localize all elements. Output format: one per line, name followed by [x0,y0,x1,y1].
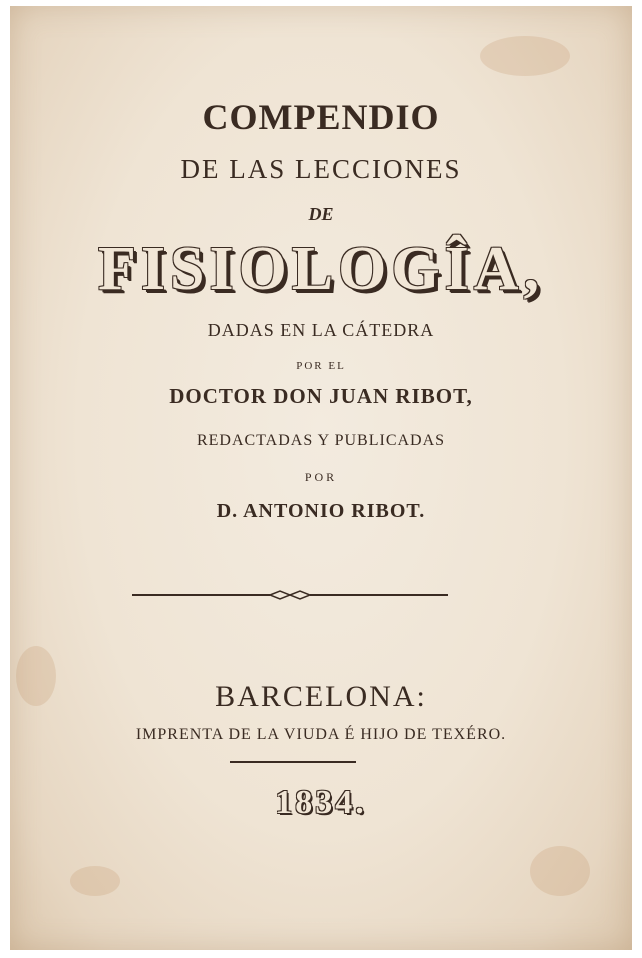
subtitle-por-el: POR EL [296,360,346,372]
paper-stain [530,846,590,896]
subtitle-por: POR [304,470,338,484]
title-fisiologia: FISIOLOGÎA, [97,235,545,303]
short-rule [228,758,358,766]
author-doctor: DOCTOR DON JUAN RIBOT, [169,384,473,408]
title-de: DE [308,204,334,224]
subtitle-redactadas: REDACTADAS Y PUBLICADAS [196,432,446,449]
subtitle-dadas: DADAS EN LA CÁTEDRA [207,320,435,340]
paper-stain [480,36,570,76]
book-title-page [10,6,632,950]
imprint-year: 1834. [275,784,367,821]
title-de-las-lecciones: DE LAS LECCIONES [180,154,462,184]
ornamental-rule [130,588,450,602]
imprint-city: BARCELONA: [215,680,427,713]
title-compendio: COMPENDIO [202,97,440,137]
paper-stain [70,866,120,896]
imprint-printer: IMPRENTA DE LA VIUDA É HIJO DE TEXÉRO. [135,726,507,743]
editor-name: D. ANTONIO RIBOT. [216,500,426,522]
